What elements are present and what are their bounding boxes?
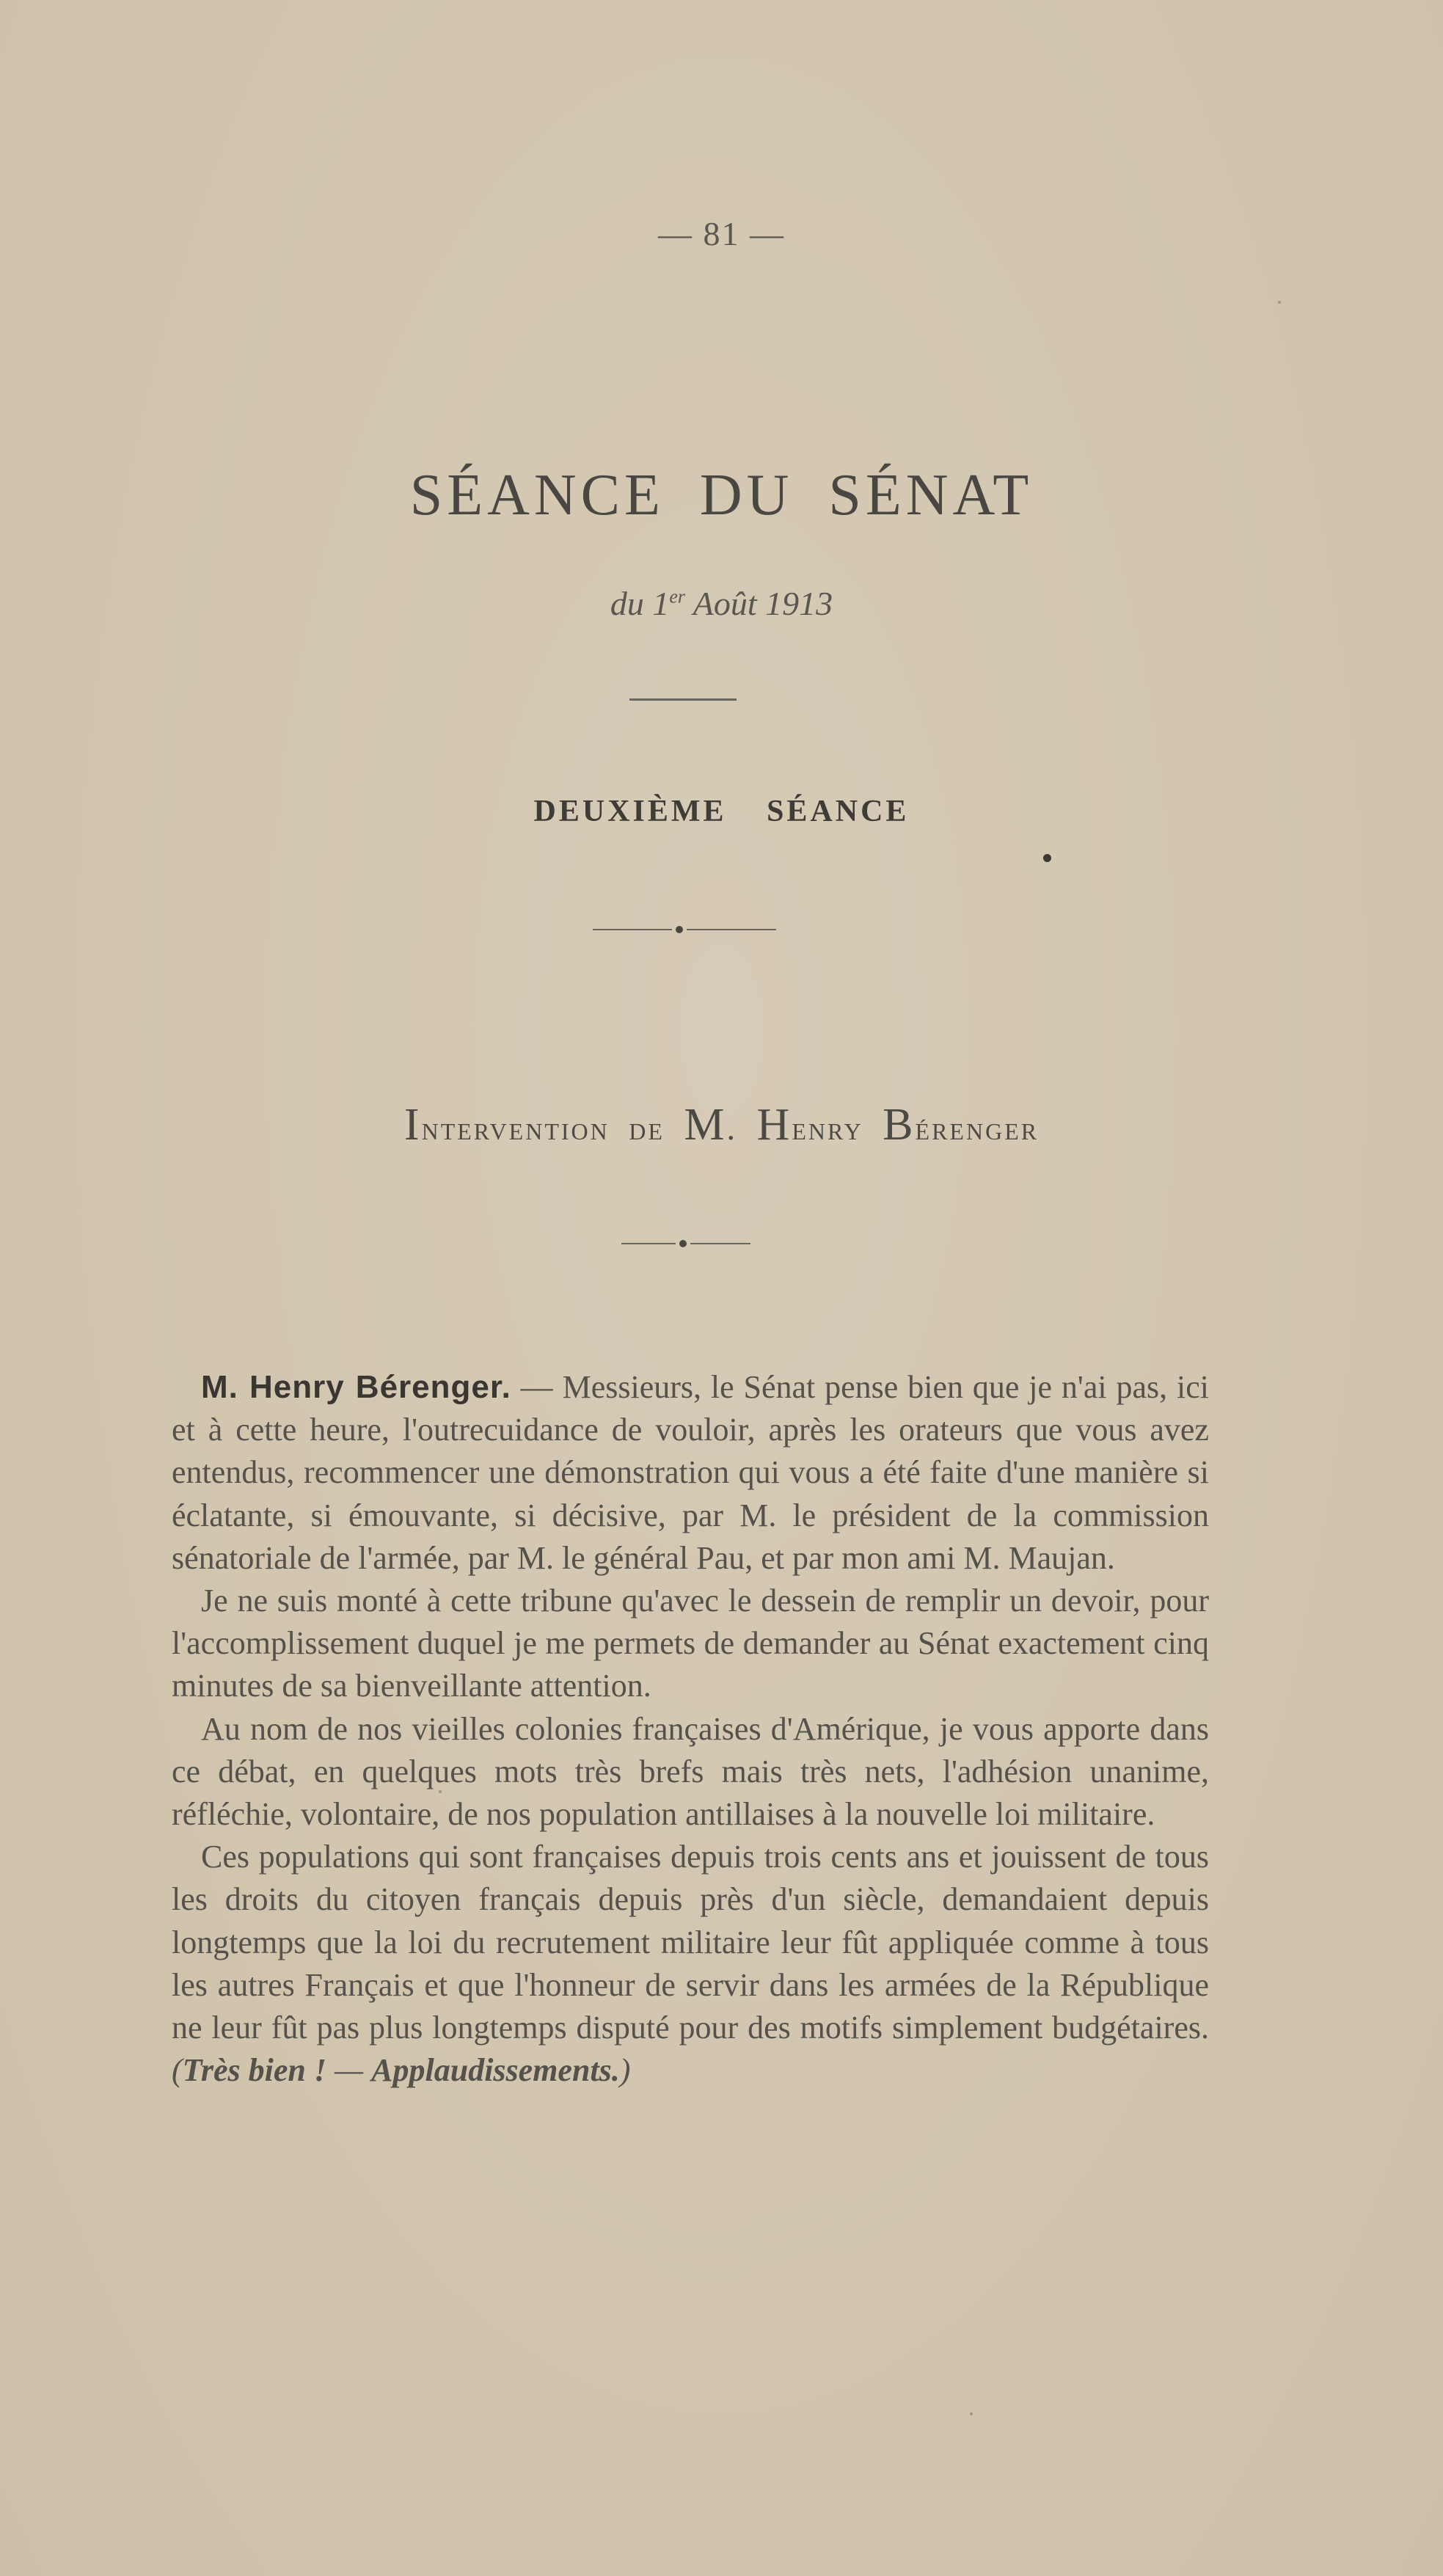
intervention-h: H: [756, 1100, 792, 1150]
reaction-open: (: [172, 2052, 183, 2089]
date-suffix: Août 1913: [685, 585, 833, 622]
paragraph-2: [172, 1580, 1209, 1708]
intervention-b: B: [883, 1100, 916, 1150]
title-divider: [629, 698, 737, 701]
paper-speck: [439, 1790, 442, 1793]
page-number: — 81 —: [658, 215, 785, 252]
intervention-last-name: érenger: [915, 1109, 1040, 1147]
reaction-applause: Applaudissements.: [371, 2052, 620, 2089]
page-title: SÉANCE DU SÉNAT: [409, 463, 1034, 528]
paragraph-text: Au nom de nos vieilles colonies françaises d'Amérique, je vous apporte dans ce débat, en quelques mots très brefs mais très nets, l'adhésion unanime, réfléchie, volontaire, de nos population antillaises à la nouvelle loi militaire.: [172, 1710, 1209, 1833]
ornament-divider-top: [593, 926, 776, 933]
paper-speck: [1278, 301, 1281, 304]
intervention-word: ntervention de: [421, 1109, 684, 1147]
paragraph-3: [172, 1708, 1209, 1836]
intervention-first-name: enry: [792, 1109, 883, 1147]
intervention-m: M: [684, 1100, 727, 1150]
paragraph-4: [172, 1836, 1209, 2092]
paragraph-text: Ces populations qui sont françaises depuis trois cents ans et jouissent de tous les droits du citoyen français depuis près d'un siècle, demandaient depuis longtemps que la loi du recrutement militaire leur fût appliquée comme à tous les autres Français et que l'honneur de servir dans les armées de la République ne leur fût pas plus longtemps disputé pour des motifs simplement budgétaires.: [172, 1839, 1209, 2046]
reaction-close: ): [619, 2052, 631, 2089]
session-date: [0, 584, 1443, 623]
session-label: DEUXIÈME SÉANCE: [533, 795, 910, 828]
paper-speck: [970, 2412, 973, 2415]
reaction-tres-bien: Très bien !: [182, 2052, 327, 2089]
intervention-dot: .: [726, 1109, 757, 1147]
speaker-name: M. Henry Bérenger.: [201, 1369, 511, 1405]
intervention-heading: [0, 1099, 1443, 1151]
date-prefix: du 1: [610, 585, 670, 622]
reaction-dash: —: [326, 2052, 372, 2089]
ink-dot: [1043, 854, 1051, 862]
date-superscript: er: [669, 585, 686, 607]
audience-reaction: [172, 2052, 630, 2088]
paragraph-text: — Messieurs, le Sénat pense bien que je n'ai pas, ici et à cette heure, l'outrecuidance de vouloir, après les orateurs que vous avez entendus, recommencer une démonstration qui vous a été faite d'une manière si éclatante, si émouvante, si décisive, par M. le président de la commission sénatoriale de l'armée, par M. le général Pau, et par mon ami M. Maujan.: [172, 1369, 1209, 1576]
paragraph-text: Je ne suis monté à cette tribune qu'avec le dessein de remplir un devoir, pour l'accomplissement duquel je me permets de demander au Sénat exactement cinq minutes de sa bienveillante attention.: [172, 1583, 1209, 1704]
intervention-initial: I: [403, 1100, 422, 1150]
ornament-divider-bottom: [621, 1240, 750, 1247]
paragraph-1: [172, 1366, 1209, 1580]
speech-body: [172, 1366, 1209, 2092]
